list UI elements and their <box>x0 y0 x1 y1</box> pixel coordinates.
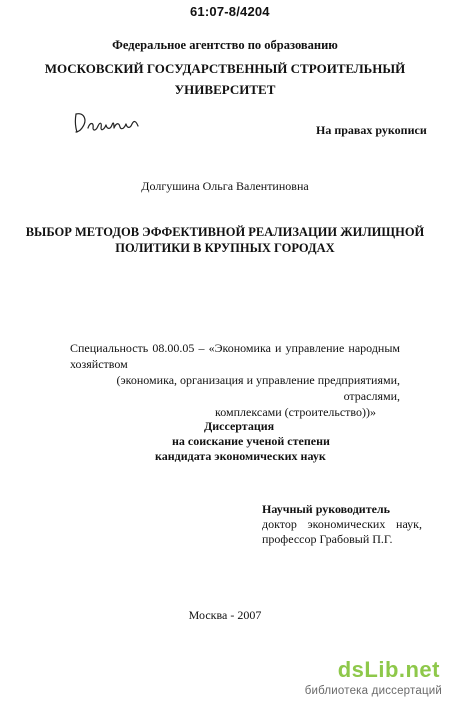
handwritten-signature <box>72 108 142 136</box>
dissertation-label: Диссертация <box>204 419 275 433</box>
agency-name: Федеральное агентство по образованию <box>112 38 338 52</box>
watermark-logo: dsLib.net <box>337 657 440 682</box>
supervisor-degree: доктор экономических наук, <box>262 517 422 531</box>
watermark <box>260 655 450 703</box>
specialty-block <box>70 340 400 420</box>
specialty-line1: Специальность 08.00.05 – «Экономика и управление народным хозяйством <box>70 341 400 371</box>
university-name-line2: УНИВЕРСИТЕТ <box>174 82 276 97</box>
degree-purpose: на соискание ученой степени <box>172 434 330 448</box>
supervisor-heading: Научный руководитель <box>262 502 390 516</box>
author-name: Долгушина Ольга Валентиновна <box>141 179 309 193</box>
watermark-subtitle: библиотека диссертаций <box>304 685 442 697</box>
supervisor-name: профессор Грабовый П.Г. <box>262 532 393 546</box>
catalog-code: 61:07-8/4204 <box>190 4 270 19</box>
specialty-line2: (экономика, организация и управление предприятиями, отраслями, <box>116 373 400 403</box>
thesis-title-line1: ВЫБОР МЕТОДОВ ЭФФЕКТИВНОЙ РЕАЛИЗАЦИИ ЖИЛИЩНОЙ <box>25 225 425 239</box>
supervisor-block <box>262 502 422 547</box>
manuscript-rights: На правах рукописи <box>316 123 427 137</box>
specialty-line3: комплексами (строительство))» <box>215 405 376 419</box>
university-name-line1: МОСКОВСКИЙ ГОСУДАРСТВЕННЫЙ СТРОИТЕЛЬНЫЙ <box>44 61 406 76</box>
thesis-title-line2: ПОЛИТИКИ В КРУПНЫХ ГОРОДАХ <box>115 241 335 255</box>
degree-name: кандидата экономических наук <box>155 449 326 463</box>
city-year: Москва - 2007 <box>188 608 262 622</box>
